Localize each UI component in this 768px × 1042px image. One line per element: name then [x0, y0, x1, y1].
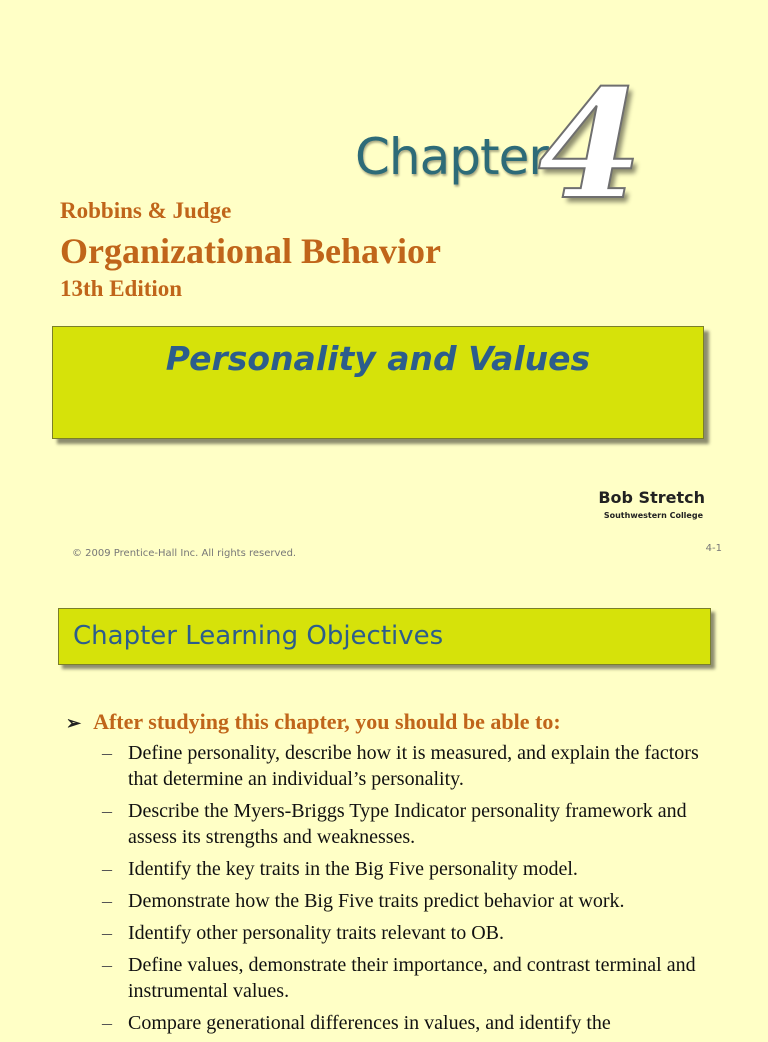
- chapter-title-box: [52, 326, 704, 439]
- copyright-notice: © 2009 Prentice-Hall Inc. All rights reserved.: [72, 548, 297, 559]
- objective-text: Define values, demonstrate their importance, and contrast terminal and instrumental values.: [128, 954, 696, 1002]
- authors: Robbins & Judge: [60, 198, 232, 223]
- objectives-title-box: [58, 608, 711, 665]
- dash-bullet-icon: –: [102, 922, 112, 944]
- slide-number: 4-1: [705, 543, 722, 554]
- dash-bullet-icon: –: [102, 858, 112, 880]
- dash-bullet-icon: –: [102, 742, 112, 764]
- presenter-college: Southwestern College: [603, 511, 703, 520]
- presenter-name: Bob Stretch: [598, 488, 705, 507]
- objectives-intro: [66, 709, 561, 735]
- chapter-title: Personality and Values: [165, 339, 591, 378]
- objectives-slide: [0, 580, 768, 1034]
- objective-text: Demonstrate how the Big Five traits predict behavior at work.: [128, 890, 625, 912]
- objective-text: Compare generational differences in values, and identify the: [128, 1012, 611, 1034]
- objective-item: [102, 798, 722, 850]
- objective-text: Identify other personality traits relevant to OB.: [128, 922, 505, 944]
- objective-item: [102, 856, 722, 882]
- objective-item: [102, 920, 722, 946]
- dash-bullet-icon: –: [102, 800, 112, 822]
- objectives-title: Chapter Learning Objectives: [73, 621, 444, 651]
- book-title: Organizational Behavior: [60, 231, 441, 271]
- objective-text: Describe the Myers-Briggs Type Indicator personality framework and assess its strengths and weaknesses.: [128, 800, 687, 848]
- arrow-bullet-icon: ➢: [66, 713, 82, 733]
- objectives-intro-text: After studying this chapter, you should be able to:: [93, 709, 561, 734]
- chapter-number: 4: [538, 57, 643, 233]
- chapter-label: Chapter: [355, 128, 548, 186]
- edition: 13th Edition: [60, 276, 183, 301]
- objective-item: [102, 1010, 722, 1036]
- objective-item: [102, 952, 722, 1004]
- objective-item: [102, 888, 722, 914]
- dash-bullet-icon: –: [102, 1012, 112, 1034]
- objective-text: Identify the key traits in the Big Five personality model.: [128, 858, 578, 880]
- dash-bullet-icon: –: [102, 890, 112, 912]
- objective-item: [102, 740, 722, 792]
- objectives-list: [102, 740, 722, 1042]
- dash-bullet-icon: –: [102, 954, 112, 976]
- objective-text: Define personality, describe how it is measured, and explain the factors that determine an individual’s personality.: [128, 742, 699, 790]
